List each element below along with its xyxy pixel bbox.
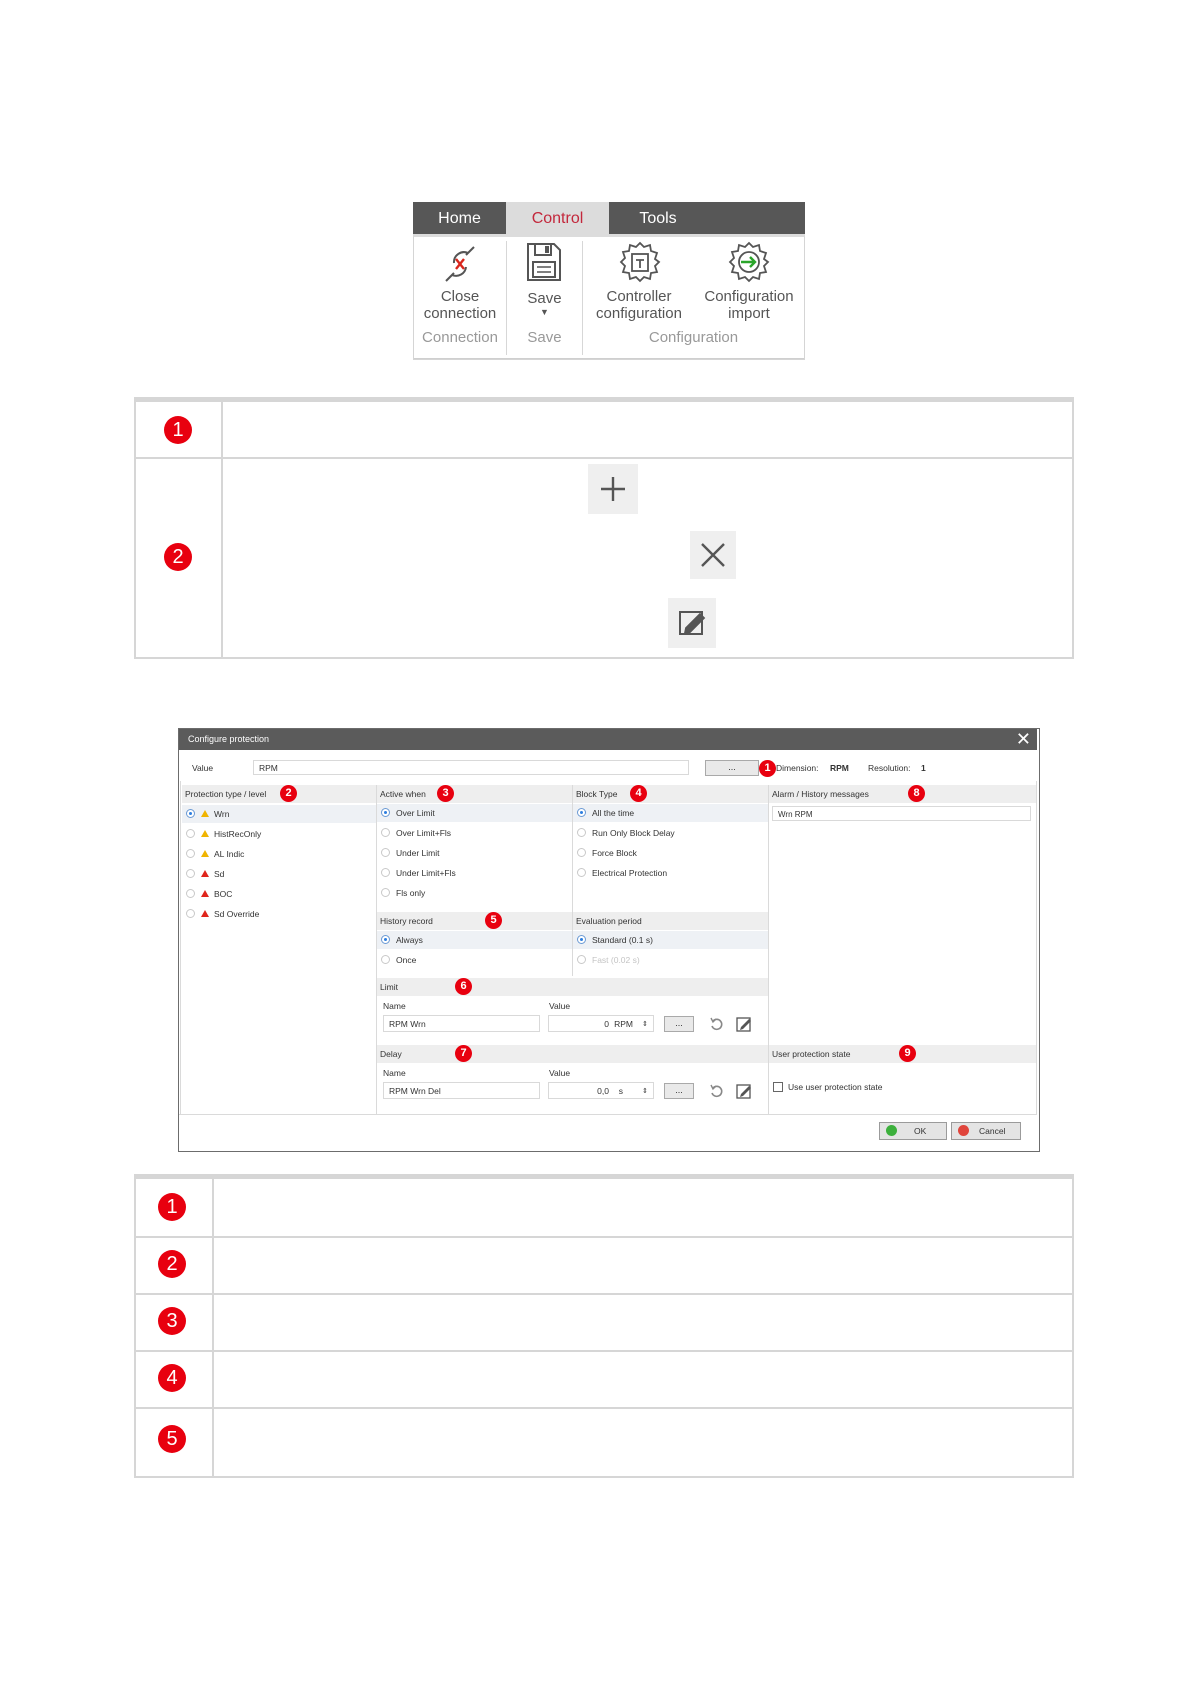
column-divider <box>212 1179 214 1476</box>
use-user-protection-checkbox[interactable] <box>773 1082 783 1092</box>
add-button[interactable] <box>588 464 638 514</box>
ribbon-toolbar <box>413 202 805 358</box>
dimension-label: Dimension: <box>776 763 819 773</box>
close-icon[interactable]: ✕ <box>1015 729 1031 749</box>
evaluation-option-standard[interactable]: Standard (0.1 s) <box>573 931 768 949</box>
import-gear-icon <box>728 241 770 283</box>
callout-badge: 2 <box>164 543 192 571</box>
callout-badge: 6 <box>455 978 472 995</box>
controller-gear-icon <box>619 241 661 283</box>
active-option-over-limit[interactable]: Over Limit <box>377 804 572 822</box>
callout-badge: 4 <box>158 1364 186 1392</box>
row-divider <box>136 1407 1072 1409</box>
resolution-value: 1 <box>921 763 926 773</box>
close-connection-label: Close connection <box>423 288 497 322</box>
legend-table-2 <box>134 1174 1074 1478</box>
ribbon-tab-bar <box>413 202 805 234</box>
configuration-import-label: Configuration import <box>704 288 794 322</box>
block-option-force-block[interactable]: Force Block <box>573 844 768 862</box>
close-connection-button[interactable] <box>414 237 506 327</box>
row-divider <box>136 457 1072 459</box>
reset-icon[interactable] <box>709 1083 725 1099</box>
save-dropdown-arrow[interactable]: ▼ <box>540 307 549 317</box>
cancel-icon <box>958 1125 969 1136</box>
controller-configuration-label: Controller configuration <box>596 288 682 322</box>
legend-table-1 <box>134 397 1074 659</box>
protection-option-histreconly[interactable]: HistRecOnly <box>182 825 376 843</box>
panel-border <box>1036 781 1037 1114</box>
delay-value-field[interactable]: 0,0 s ⇕ <box>548 1082 654 1099</box>
protection-option-boc[interactable]: BOC <box>182 885 376 903</box>
check-icon <box>886 1125 897 1136</box>
group-label-connection: Connection <box>422 329 498 346</box>
edit-icon <box>668 598 716 648</box>
user-protection-state-header: User protection state <box>769 1045 1036 1063</box>
close-icon <box>690 531 736 579</box>
edit-icon[interactable] <box>735 1015 753 1033</box>
limit-header: Limit <box>377 978 768 996</box>
callout-badge: 9 <box>899 1045 916 1062</box>
cancel-button[interactable]: Cancel <box>951 1122 1021 1140</box>
delay-header: Delay <box>377 1045 768 1063</box>
warning-red-icon <box>201 910 209 917</box>
active-option-under-limit-fls[interactable]: Under Limit+Fls <box>377 864 572 882</box>
protection-type-header: Protection type / level <box>182 785 376 803</box>
callout-badge: 1 <box>158 1193 186 1221</box>
remove-button[interactable] <box>690 531 736 579</box>
save-label: Save <box>527 290 562 307</box>
delay-browse-button[interactable]: ... <box>664 1083 694 1099</box>
history-option-always[interactable]: Always <box>377 931 572 949</box>
reset-icon[interactable] <box>709 1016 725 1032</box>
dialog-title: Configure protection <box>188 734 270 744</box>
tab-tools[interactable]: Tools <box>639 210 677 227</box>
active-option-under-limit[interactable]: Under Limit <box>377 844 572 862</box>
callout-badge: 2 <box>280 785 297 802</box>
callout-badge: 3 <box>158 1307 186 1335</box>
callout-badge: 8 <box>908 785 925 802</box>
resolution-label: Resolution: <box>868 763 911 773</box>
save-button[interactable] <box>507 237 582 327</box>
dialog-title-bar <box>179 729 1037 750</box>
callout-badge: 1 <box>164 416 192 444</box>
alarm-message-field[interactable]: Wrn RPM <box>772 806 1031 821</box>
callout-badge: 5 <box>485 912 502 929</box>
warning-yellow-icon <box>201 810 209 817</box>
evaluation-option-fast: Fast (0.02 s) <box>573 951 768 969</box>
column-divider <box>221 402 223 657</box>
panel-border <box>180 781 181 1114</box>
delay-name-label: Name <box>383 1068 406 1078</box>
ribbon-body <box>413 234 805 360</box>
delay-name-field[interactable]: RPM Wrn Del <box>383 1082 540 1099</box>
ribbon-bottom-border <box>414 358 804 359</box>
plus-icon <box>588 464 638 514</box>
protection-option-sd-override[interactable]: Sd Override <box>182 905 376 923</box>
callout-badge: 2 <box>158 1250 186 1278</box>
row-divider <box>136 1293 1072 1295</box>
alarm-history-header: Alarm / History messages <box>769 785 1036 803</box>
protection-option-al-indic[interactable]: AL Indic <box>182 845 376 863</box>
footer-divider <box>179 1114 1037 1115</box>
active-when-header: Active when <box>377 785 572 803</box>
active-option-over-limit-fls[interactable]: Over Limit+Fls <box>377 824 572 842</box>
row-divider <box>136 1236 1072 1238</box>
tab-home[interactable]: Home <box>438 210 481 227</box>
controller-configuration-button[interactable] <box>584 237 694 327</box>
protection-option-wrn[interactable]: Wrn <box>182 805 376 823</box>
block-option-run-only[interactable]: Run Only Block Delay <box>573 824 768 842</box>
limit-name-field[interactable]: RPM Wrn <box>383 1015 540 1032</box>
spinner-icon[interactable]: ⇕ <box>642 1021 648 1028</box>
delay-value-label: Value <box>549 1068 571 1078</box>
callout-badge: 1 <box>759 760 776 777</box>
warning-yellow-icon <box>201 850 209 857</box>
protection-option-sd[interactable]: Sd <box>182 865 376 883</box>
value-label: Value <box>192 763 214 773</box>
group-label-configuration: Configuration <box>648 329 739 346</box>
history-option-once[interactable]: Once <box>377 951 572 969</box>
value-field[interactable]: RPM <box>253 760 689 775</box>
warning-red-icon <box>201 870 209 877</box>
callout-badge: 7 <box>455 1045 472 1062</box>
block-option-all-the-time[interactable]: All the time <box>573 804 768 822</box>
block-option-electrical[interactable]: Electrical Protection <box>573 864 768 882</box>
value-browse-button[interactable]: ... <box>705 760 759 776</box>
limit-value-field[interactable]: 0 RPM ⇕ <box>548 1015 654 1032</box>
evaluation-period-header: Evaluation period <box>573 912 768 930</box>
dimension-value: RPM <box>830 763 849 773</box>
group-label-save: Save <box>527 329 562 346</box>
tab-control[interactable]: Control <box>506 202 609 234</box>
callout-badge: 3 <box>437 785 454 802</box>
limit-browse-button[interactable]: ... <box>664 1016 694 1032</box>
warning-red-icon <box>201 890 209 897</box>
configure-protection-dialog <box>178 728 1040 1152</box>
active-option-fls-only[interactable]: Fls only <box>377 884 572 902</box>
ok-button[interactable]: OK <box>879 1122 947 1140</box>
callout-badge: 5 <box>158 1425 186 1453</box>
history-record-header: History record <box>377 912 572 930</box>
row-divider <box>136 1350 1072 1352</box>
panel-divider <box>768 785 769 1115</box>
limit-name-label: Name <box>383 1001 406 1011</box>
warning-yellow-icon <box>201 830 209 837</box>
block-type-header: Block Type <box>573 785 768 803</box>
configuration-import-button[interactable] <box>695 237 803 327</box>
ribbon-separator <box>582 241 583 355</box>
disconnect-icon <box>440 243 480 285</box>
edit-button[interactable] <box>668 598 716 648</box>
edit-icon[interactable] <box>735 1082 753 1100</box>
callout-badge: 4 <box>630 785 647 802</box>
limit-value-label: Value <box>549 1001 571 1011</box>
spinner-icon[interactable]: ⇕ <box>642 1088 648 1095</box>
save-icon <box>525 241 563 283</box>
use-user-protection-label: Use user protection state <box>788 1082 883 1092</box>
